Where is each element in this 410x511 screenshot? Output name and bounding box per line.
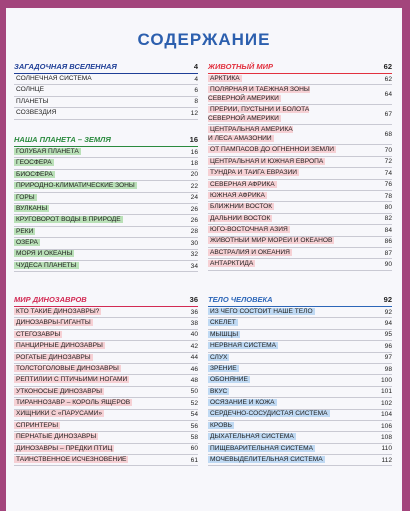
toc-entry-page: 94	[384, 320, 392, 328]
toc-entry[interactable]	[208, 421, 392, 432]
toc-entry[interactable]	[208, 145, 392, 156]
toc-entry-label: СОЛНЕЧНАЯ СИСТЕМА	[16, 74, 92, 82]
toc-entry-label: ТИРАННОЗАВР – КОРОЛЬ ЯЩЕРОВ	[16, 399, 131, 407]
toc-entry-page: 58	[190, 433, 198, 441]
toc-entry-label: ПИЩЕВАРИТЕЛЬНАЯ СИСТЕМА	[210, 444, 313, 452]
toc-entry[interactable]	[208, 318, 392, 329]
toc-entry-label: ЮГО-ВОСТОЧНАЯ АЗИЯ	[210, 226, 288, 234]
toc-entry-page: 61	[190, 456, 198, 464]
section-title: МИР ДИНОЗАВРОВ	[14, 295, 87, 304]
toc-entry[interactable]	[14, 108, 198, 119]
toc-entry[interactable]	[208, 237, 392, 248]
toc-entry-label: ЗРЕНИЕ	[210, 364, 237, 372]
toc-entry-page: 40	[190, 331, 198, 339]
toc-entry-label: КТО ТАКИЕ ДИНОЗАВРЫ?	[16, 307, 100, 315]
toc-entry[interactable]	[14, 193, 198, 204]
toc-entry-label: СЕРДЕЧНО-СОСУДИСТАЯ СИСТЕМА	[210, 410, 328, 418]
section-planet	[14, 133, 198, 272]
toc-entry[interactable]	[14, 341, 198, 352]
toc-entry-label: УТКОНОСЫЕ ДИНОЗАВРЫ	[16, 387, 102, 395]
toc-entry-page: 106	[380, 422, 392, 430]
toc-entry-label: РЕПТИЛИИ С ПТИЧЬИМИ НОГАМИ	[16, 376, 128, 384]
toc-entry-label: ЖИВОТНЫЙ МИР МОРЕЙ И ОКЕАНОВ	[210, 237, 333, 245]
toc-entry-label: КРОВЬ	[210, 421, 232, 429]
toc-entry-label: ИЗ ЧЕГО СОСТОИТ НАШЕ ТЕЛО	[210, 307, 313, 315]
toc-entry[interactable]	[14, 353, 198, 364]
toc-entry-label: ПРИРОДНО-КЛИМАТИЧЕСКИЕ ЗОНЫ	[16, 182, 135, 190]
toc-entry-label: ПЛАНЕТЫ	[16, 97, 49, 105]
toc-entry-label: СТЕГОЗАВРЫ	[16, 330, 61, 338]
toc-entry-label: АНТАРКТИДА	[210, 260, 254, 268]
toc-entry-page: 26	[190, 217, 198, 225]
toc-entry[interactable]	[208, 202, 392, 213]
toc-entry[interactable]	[14, 158, 198, 169]
section-page-number: 62	[383, 62, 392, 71]
toc-entry[interactable]	[208, 398, 392, 409]
toc-entry-page: 38	[190, 320, 198, 328]
toc-entry-label: АВСТРАЛИЯ И ОКЕАНИЯ	[210, 248, 290, 256]
toc-entry-label: ЦЕНТРАЛЬНАЯ И ЮЖНАЯ ЕВРОПА	[210, 157, 324, 165]
toc-entry-label: КРУГОВОРОТ ВОДЫ В ПРИРОДЕ	[16, 216, 121, 224]
toc-entry[interactable]	[208, 168, 392, 179]
section-page-number: 4	[193, 62, 198, 71]
toc-entry-page: 64	[384, 91, 392, 99]
toc-entry[interactable]	[208, 225, 392, 236]
toc-entry-page: 104	[380, 411, 392, 419]
toc-entry-label: ЮЖНАЯ АФРИКА	[210, 191, 265, 199]
toc-entry-label: СКЕЛЕТ	[210, 319, 236, 327]
toc-entry[interactable]	[14, 364, 198, 375]
toc-entry[interactable]	[208, 125, 392, 145]
toc-entry-page: 98	[384, 365, 392, 373]
toc-entry-page: 96	[384, 342, 392, 350]
toc-entry[interactable]	[14, 74, 198, 85]
toc-entry[interactable]	[14, 318, 198, 329]
toc-entry-page: 36	[190, 308, 198, 316]
toc-entry[interactable]	[14, 421, 198, 432]
toc-entry-label: ЧУДЕСА ПЛАНЕТЫ	[16, 261, 77, 269]
toc-entry[interactable]	[208, 444, 392, 455]
toc-entry[interactable]	[14, 432, 198, 443]
toc-entry[interactable]	[208, 85, 392, 105]
toc-entry[interactable]	[208, 410, 392, 421]
contents-page	[6, 8, 402, 511]
toc-entry[interactable]	[208, 214, 392, 225]
toc-entry-page: 82	[384, 215, 392, 223]
toc-entry[interactable]	[208, 341, 392, 352]
section-title: НАША ПЛАНЕТА – ЗЕМЛЯ	[14, 135, 111, 144]
toc-entry-page: 24	[190, 194, 198, 202]
toc-entry-label: МЫШЦЫ	[210, 330, 239, 338]
toc-entry[interactable]	[208, 375, 392, 386]
toc-entry-page: 102	[380, 399, 392, 407]
section-title: ТЕЛО ЧЕЛОВЕКА	[208, 295, 273, 304]
toc-entry[interactable]	[208, 364, 392, 375]
section-page-number: 36	[189, 295, 198, 304]
toc-entry-label: ВУЛКАНЫ	[16, 204, 48, 212]
toc-entry[interactable]	[208, 157, 392, 168]
toc-entry-page: 76	[384, 181, 392, 189]
toc-entry[interactable]	[208, 353, 392, 364]
section-cosmos	[14, 60, 198, 120]
section-heading[interactable]	[208, 60, 392, 74]
toc-entry-label: ХИЩНИКИ С «ПАРУСАМИ»	[16, 410, 102, 418]
toc-entry-page: 110	[381, 445, 392, 453]
toc-entry-label: БЛИЖНИЙ ВОСТОК	[210, 203, 273, 211]
toc-entry-label: СОЗВЕЗДИЯ	[16, 109, 57, 117]
toc-entry-page: 87	[384, 249, 392, 257]
toc-entry-label: ОТ ПАМПАСОВ ДО ОГНЕННОЙ ЗЕМЛИ	[210, 146, 335, 154]
toc-entry-label: ДАЛЬНИЙ ВОСТОК	[210, 214, 271, 222]
section-page-number: 16	[189, 135, 198, 144]
section-dino	[14, 293, 198, 466]
toc-entry-page: 101	[380, 388, 392, 396]
toc-entry[interactable]	[14, 85, 198, 96]
toc-entry-label: ДИНОЗАВРЫ – ПРЕДКИ ПТИЦ	[16, 444, 113, 452]
toc-entry-page: 80	[384, 204, 392, 212]
toc-entry[interactable]	[208, 455, 392, 466]
toc-entry-label: ПАНЦИРНЫЕ ДИНОЗАВРЫ	[16, 342, 103, 350]
section-page-number: 92	[383, 295, 392, 304]
toc-entry-page: 108	[380, 433, 392, 441]
toc-entry-label: ГОЛУБАЯ ПЛАНЕТА	[16, 147, 79, 155]
toc-entry-label: АРКТИКА	[210, 74, 240, 82]
toc-entry-page: 20	[190, 171, 198, 179]
toc-entry[interactable]	[14, 181, 198, 192]
toc-entry[interactable]	[14, 170, 198, 181]
toc-entry[interactable]	[208, 180, 392, 191]
toc-entry-page: 112	[381, 456, 392, 464]
toc-entry-label: ГОРЫ	[16, 193, 35, 201]
toc-entry-page: 86	[384, 238, 392, 246]
toc-entry-page: 50	[190, 388, 198, 396]
toc-entry-page: 8	[194, 98, 198, 106]
toc-entry-label: ОБОНЯНИЕ	[210, 376, 248, 384]
toc-entry[interactable]	[14, 261, 198, 272]
toc-entry-page: 90	[384, 260, 392, 268]
toc-entry-page: 32	[190, 251, 198, 259]
page-title: СОДЕРЖАНИЕ	[137, 30, 271, 49]
toc-entry-label: ПРЕРИИ, ПУСТЫНИ И БОЛОТА СЕВЕРНОЙ АМЕРИКИ	[208, 106, 310, 122]
toc-entry-label: ТОЛСТОГОЛОВЫЕ ДИНОЗАВРЫ	[16, 364, 119, 372]
toc-entry[interactable]	[14, 307, 198, 318]
toc-entry[interactable]	[14, 97, 198, 108]
toc-entry-label: МОЧЕВЫДЕЛИТЕЛЬНАЯ СИСТЕМА	[210, 456, 323, 464]
toc-entry-page: 46	[190, 365, 198, 373]
toc-entry[interactable]	[208, 259, 392, 270]
section-body	[208, 293, 392, 466]
toc-entry[interactable]	[208, 248, 392, 259]
toc-entry-page: 92	[384, 308, 392, 316]
toc-entry[interactable]	[208, 74, 392, 85]
toc-entry-page: 60	[190, 445, 198, 453]
toc-entry-page: 30	[190, 239, 198, 247]
toc-entry[interactable]	[14, 227, 198, 238]
toc-entry-page: 18	[190, 160, 198, 168]
toc-entry-page: 12	[190, 109, 198, 117]
toc-entry-page: 6	[194, 87, 198, 95]
toc-entry-label: СОЛНЦЕ	[16, 86, 45, 94]
section-title: ЗАГАДОЧНАЯ ВСЕЛЕННАЯ	[14, 62, 117, 71]
toc-entry[interactable]	[14, 147, 198, 158]
toc-entry[interactable]	[14, 398, 198, 409]
section-heading[interactable]	[14, 133, 198, 147]
toc-entry-label: ЦЕНТРАЛЬНАЯ АМЕРИКА И ЛЕСА АМАЗОНИИ	[208, 126, 293, 142]
toc-entry-label: СЕВЕРНАЯ АФРИКА	[210, 180, 275, 188]
toc-entry-page: 62	[384, 75, 392, 83]
toc-entry-page: 54	[190, 411, 198, 419]
toc-entry-label: ОСЯЗАНИЕ И КОЖА	[210, 399, 275, 407]
toc-entry-label: ПЕРНАТЫЕ ДИНОЗАВРЫ	[16, 433, 97, 441]
toc-entry[interactable]	[14, 410, 198, 421]
toc-entry[interactable]	[208, 191, 392, 202]
toc-entry-page: 56	[190, 422, 198, 430]
toc-entry[interactable]	[208, 432, 392, 443]
toc-entry[interactable]	[14, 238, 198, 249]
section-title: ЖИВОТНЫЙ МИР	[208, 62, 274, 71]
toc-entry-label: ПОЛЯРНАЯ И ТАЁЖНАЯ ЗОНЫ СЕВЕРНОЙ АМЕРИКИ	[208, 86, 310, 102]
toc-entry-page: 97	[384, 354, 392, 362]
toc-entry[interactable]	[14, 215, 198, 226]
toc-entry-page: 42	[190, 342, 198, 350]
toc-entry-label: ТУНДРА И ТАЙГА ЕВРАЗИИ	[210, 169, 298, 177]
section-heading[interactable]	[208, 293, 392, 307]
toc-entry-label: СПРИНТЕРЫ	[16, 421, 59, 429]
section-heading[interactable]	[14, 293, 198, 307]
toc-entry-label: ОЗЁРА	[16, 239, 38, 247]
toc-entry-label: МОРЯ И ОКЕАНЫ	[16, 250, 73, 258]
toc-entry-page: 68	[384, 131, 392, 139]
toc-entry-label: ГЕОСФЕРА	[16, 159, 52, 167]
toc-entry-page: 78	[384, 192, 392, 200]
toc-entry-page: 100	[380, 377, 392, 385]
toc-entry-label: ДИНОЗАВРЫ-ГИГАНТЫ	[16, 319, 91, 327]
toc-entry-label: ДЫХАТЕЛЬНАЯ СИСТЕМА	[210, 433, 294, 441]
toc-entry-page: 67	[384, 111, 392, 119]
toc-entry-page: 22	[190, 182, 198, 190]
toc-entry-page: 34	[190, 262, 198, 270]
toc-entry-page: 26	[190, 205, 198, 213]
toc-entry[interactable]	[14, 375, 198, 386]
toc-entry-page: 44	[190, 354, 198, 362]
toc-entry[interactable]	[14, 387, 198, 398]
toc-entry-page: 48	[190, 377, 198, 385]
toc-entry-page: 4	[194, 75, 198, 83]
toc-entry-label: ТАИНСТВЕННОЕ ИСЧЕЗНОВЕНИЕ	[16, 456, 127, 464]
toc-entry[interactable]	[14, 204, 198, 215]
toc-entry[interactable]	[208, 307, 392, 318]
toc-entry-page: 84	[384, 226, 392, 234]
toc-entry-label: БИОСФЕРА	[16, 170, 53, 178]
toc-entry[interactable]	[208, 330, 392, 341]
toc-entry[interactable]	[14, 455, 198, 466]
toc-entry[interactable]	[14, 250, 198, 261]
toc-entry-page: 74	[384, 169, 392, 177]
toc-entry[interactable]	[208, 387, 392, 398]
toc-entry[interactable]	[14, 330, 198, 341]
section-heading[interactable]	[14, 60, 198, 74]
toc-entry[interactable]	[208, 105, 392, 125]
toc-entry-page: 16	[190, 148, 198, 156]
toc-entry-page: 95	[384, 331, 392, 339]
toc-entry[interactable]	[14, 444, 198, 455]
toc-entry-label: НЕРВНАЯ СИСТЕМА	[210, 342, 277, 350]
toc-entry-page: 52	[190, 399, 198, 407]
toc-entry-page: 72	[384, 158, 392, 166]
toc-entry-label: РЕКИ	[16, 227, 34, 235]
toc-entry-label: ВКУС	[210, 387, 228, 395]
toc-entry-page: 28	[190, 228, 198, 236]
section-animals	[208, 60, 392, 271]
toc-entry-label: РОГАТЫЕ ДИНОЗАВРЫ	[16, 353, 91, 361]
toc-entry-page: 70	[384, 147, 392, 155]
toc-entry-label: СЛУХ	[210, 353, 228, 361]
